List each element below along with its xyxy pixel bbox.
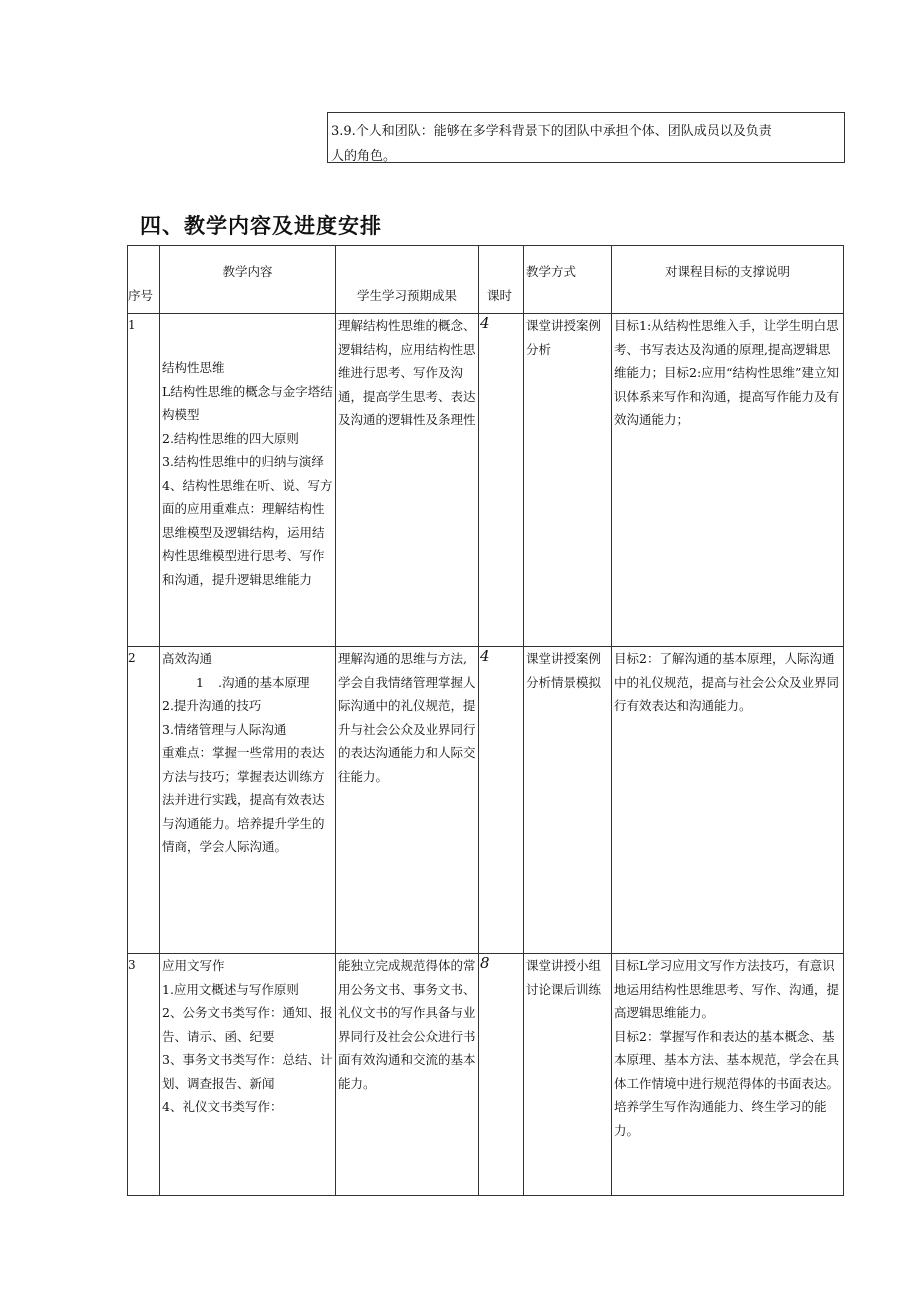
row-outcome: 理解沟通的思维与方法,学会自我情绪管理掌握人际沟通中的礼仪规范，提升与社会公众及业界同行的表达沟通能力和人际交往能力。 <box>336 647 479 954</box>
row-method: 课堂讲授小组讨论课后训练 <box>524 954 612 1196</box>
requirement-line-1: 3.9.个人和团队：能够在多学科背景下的团队中承担个体、团队成员以及负责 <box>331 124 772 139</box>
content-line: 重难点：掌握一些常用的表达方法与技巧；掌握表达训练方法并进行实践，提高有效表达与沟通能力。培养提升学生的情商，学会人际沟通。 <box>162 745 325 854</box>
row-seq: 3 <box>128 954 160 1196</box>
header-method: 教学方式 <box>524 246 612 314</box>
row-content <box>160 954 336 1196</box>
header-outcome: 学生学习预期成果 <box>336 246 479 314</box>
table-row <box>128 954 844 1196</box>
row-hours: 4 <box>479 314 524 647</box>
content-text: .沟通的基本原理 <box>218 674 310 690</box>
header-seq: 序号 <box>128 246 160 314</box>
table-header-row <box>128 246 844 314</box>
content-line: 3、事务文书类写作：总结、计划、调查报告、新闻 <box>162 1052 333 1091</box>
content-line: 结构性思维 <box>162 360 225 375</box>
content-line: 1.应用文概述与写作原则 <box>162 981 299 997</box>
row-seq: 2 <box>128 647 160 954</box>
row-content <box>160 647 336 954</box>
row-content <box>160 314 336 647</box>
content-line: 3.情绪管理与人际沟通 <box>162 721 287 737</box>
header-support: 对课程目标的支撑说明 <box>612 246 844 314</box>
table-row <box>128 647 844 954</box>
row-support: 目标2：了解沟通的基本原理，人际沟通中的礼仪规范，提高与社会公众及业界同行有效表达和沟通能力。 <box>612 647 844 954</box>
table-row <box>128 314 844 647</box>
row-outcome: 能独立完成规范得体的常用公务文书、事务文书、礼仪文书的写作具备与业界同行及社会公众进行书面有效沟通和交流的基本能力。 <box>336 954 479 1196</box>
content-line: 2.结构性思维的四大原则 <box>162 430 299 446</box>
graduate-requirement-box <box>327 112 845 163</box>
content-line: 3.结构性思维中的归纳与演绎 <box>162 454 324 469</box>
requirement-line-2: 人的角色。 <box>331 149 397 164</box>
teaching-schedule-table <box>127 245 844 1196</box>
header-hours: 课时 <box>479 246 524 314</box>
row-support: 目标1:从结构性思维入手，让学生明白思考、书写表达及沟通的原理,提高逻辑思维能力；目标2:应用“结构性思维”建立知识体系来写作和沟通，提高写作能力及有效沟通能力； <box>612 314 844 647</box>
row-hours: 8 <box>479 954 524 1196</box>
row-support <box>612 954 844 1196</box>
row-method: 课堂讲授案例分析情景模拟 <box>524 647 612 954</box>
content-line: L结构性思维的概念与金字塔结构模型 <box>162 383 333 422</box>
section-title: 四、教学内容及进度安排 <box>140 214 382 238</box>
content-line <box>162 671 333 695</box>
support-line: 目标2：掌握写作和表达的基本概念、基本原理、基本方法、基本规范，学会在具体工作情境中进行规范得体的书面表达。培养学生写作沟通能力、终生学习的能力。 <box>614 1028 840 1138</box>
support-line: 目标L学习应用文写作方法技巧，有意识地运用结构性思维思考、写作、沟通，提高逻辑思维能力。 <box>614 958 840 1020</box>
row-seq: 1 <box>128 314 160 647</box>
content-line: 应用文写作 <box>162 958 225 973</box>
content-line: 高效沟通 <box>162 651 213 666</box>
content-line: 2、公务文书类写作：通知、报告、请示、函、纪要 <box>162 1005 333 1044</box>
header-content: 教学内容 <box>160 246 336 314</box>
row-hours: 4 <box>479 647 524 954</box>
row-outcome: 理解结构性思维的概念、逻辑结构，应用结构性思维进行思考、写作及沟通，提高学生思考、表达及沟通的逻辑性及条理性 <box>336 314 479 647</box>
content-number: 1 <box>196 674 204 690</box>
row-method: 课堂讲授案例分析 <box>524 314 612 647</box>
content-line: 4、结构性思维在听、说、写方面的应用重难点：理解结构性思维模型及逻辑结构，运用结构性思维模型进行思考、写作和沟通，提升逻辑思维能力 <box>162 477 333 587</box>
content-line: 4、礼仪文书类写作： <box>162 1099 283 1114</box>
content-line: 2.提升沟通的技巧 <box>162 698 262 713</box>
